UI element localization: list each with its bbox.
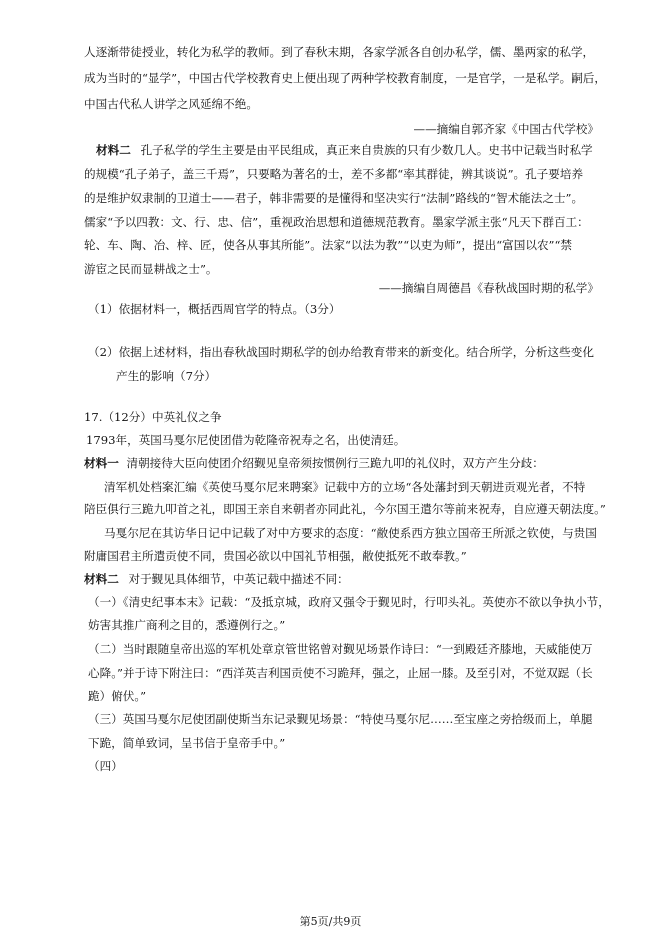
list-item: （四）	[88, 759, 123, 773]
text-line: 成为当时的“显学”，中国古代学校教育史上便出现了两种学校教育制度，一是官学，一是私学。嗣后，	[84, 71, 606, 85]
source-citation: ——摘编自周德昌《春秋战国时期的私学》	[378, 281, 599, 295]
material-label: 材料一	[84, 456, 119, 470]
question-17-title: 17.（12分）中英礼仪之争	[84, 410, 222, 424]
list-item: （三）英国马戛尔尼使团副使斯当东记录觐见场景：“特使马戛尔尼……至宝座之旁拾级而上，单腿	[88, 712, 593, 726]
page-number: 第5页/共9页	[299, 915, 362, 928]
question-17-intro: 1793年，英国马戛尔尼使团借为乾隆帝祝寿之名，出使清廷。	[86, 433, 406, 447]
material-two-first-line	[84, 143, 593, 158]
text-line: 清军机处档案汇编《英使马戛尔尼来聘案》记载中方的立场“各处藩封到天朝进贡观光者，不特	[104, 480, 586, 494]
text-line: 附庸国君主所遣贡使不同，贵国必欲以中国礼节相强，敝使抵死不敢奉教。”	[84, 549, 467, 563]
question-2: （2）依据上述材料，指出春秋战国时期私学的创办给教育带来的新变化。结合所学，分析这些变化	[88, 345, 594, 359]
question-1: （1）依据材料一，概括西周官学的特点。（3分）	[88, 302, 341, 316]
list-item-cont: 妨害其推广商利之目的，悉遵例行之。”	[88, 618, 286, 632]
text-line: 人逐渐带徒授业，转化为私学的教师。到了春秋末期，各家学派各自创办私学，儒、墨两家的私学，	[84, 45, 595, 59]
material-label: 材料二	[96, 143, 131, 157]
source-citation: ——摘编自郭齐家《中国古代学校》	[413, 122, 599, 136]
text-line: 轮、车、陶、冶、梓、匠，使各从事其所能”。法家“以法为教”“以吏为师”，提出“富国以农”“禁	[84, 238, 572, 252]
text-line: 儒家“予以四教：文、行、忠、信”，重视政治思想和道德规范教育。墨家学派主张“凡天下群百工：	[84, 215, 589, 229]
text-line: 孔子私学的学生主要是由平民组成，真正来自贵族的只有少数几人。史书中记载当时私学	[140, 143, 593, 157]
material-two-line	[84, 572, 349, 587]
material-label: 材料二	[84, 572, 119, 586]
text-line: 马戛尔尼在其访华日记中记载了对中方要求的态度：“敝使系西方独立国帝王所派之钦使，与贵国	[104, 526, 597, 540]
text-line: 的规模“孔子弟子，盖三千焉”，只要略为著名的士，差不多都“率其群徒，辨其谈说”。孔子要培养	[84, 167, 584, 181]
question-2-cont: 产生的影响（7分）	[116, 369, 217, 383]
text-line: 的是维护奴隶制的卫道士——君子，韩非需要的是懂得和坚决实行“法制”路线的“智术能法之士”。	[84, 191, 584, 205]
list-item: （一）《清史纪事本末》记载：“及抵京城，政府又强令于觐见时，行叩头礼。英使亦不欲以争执小节，	[88, 595, 610, 609]
list-item-cont: 心降。”并于诗下附注曰：“西洋英吉利国贡使不习跪拜，强之，止屈一膝。及至引对，不觉双跽（长	[88, 666, 593, 680]
text-line: 清朝接待大臣向使团介绍觐见皇帝须按惯例行三跪九叩的礼仪时，双方产生分歧：	[126, 456, 544, 470]
text-line: 中国古代私人讲学之风延绵不绝。	[84, 97, 258, 111]
text-line: 陪臣俱行三跪九叩首之礼，即国王亲自来朝者亦同此礼，今尔国王遣尔等前来祝寿，自应遵天朝法度。”	[84, 502, 606, 516]
text-line: 对于觐见具体细节，中英记载中描述不同：	[128, 572, 349, 586]
list-item-cont: 跪）俯伏。”	[88, 689, 147, 703]
text-line: 游宦之民而显耕战之士”。	[84, 262, 218, 276]
material-one-line	[84, 456, 544, 471]
list-item-cont: 下跪，简单致词，呈书信于皇帝手中。”	[88, 736, 286, 750]
list-item: （二）当时跟随皇帝出巡的军机处章京管世铭曾对觐见场景作诗曰：“一到殿廷齐膝地，天威能使万	[88, 642, 593, 656]
